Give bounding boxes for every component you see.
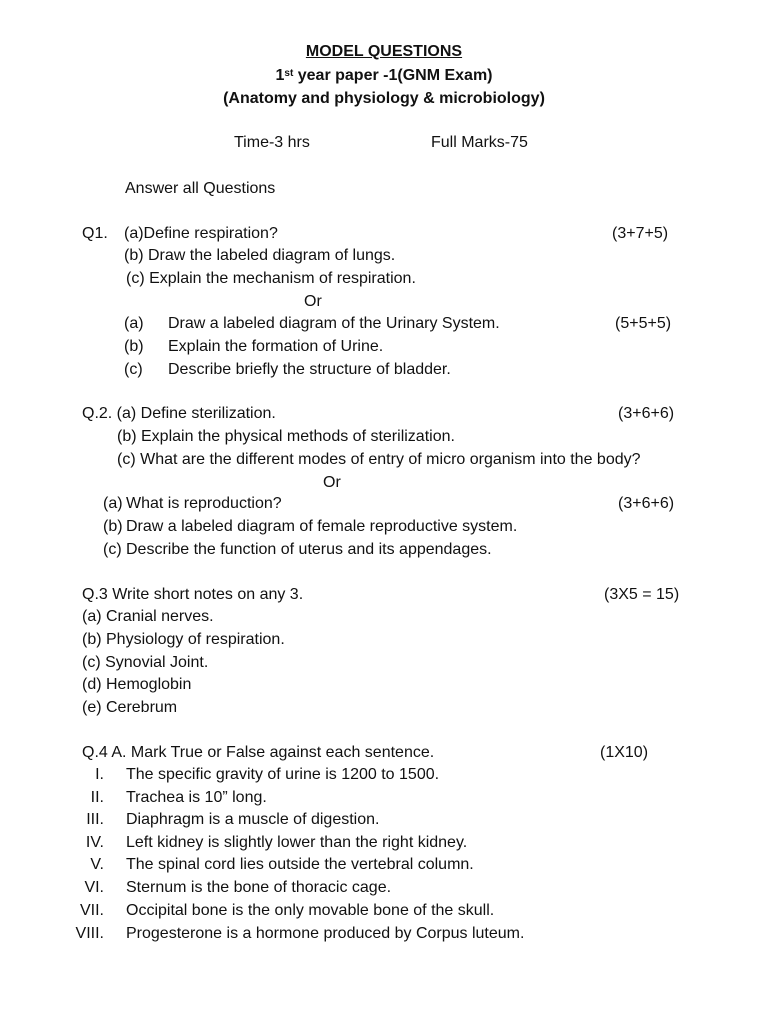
q2-alt-key: (b) (103, 518, 123, 535)
q1-label: Q1. (82, 225, 108, 242)
q4-item-number: VI. (84, 879, 104, 896)
q2-or: Or (323, 474, 341, 491)
q1-alt-text: Describe briefly the structure of bladder. (168, 361, 451, 378)
q2-marks: (3+6+6) (618, 405, 675, 422)
q1-alt-key: (b) (124, 338, 144, 355)
instruction: Answer all Questions (125, 180, 276, 197)
q1-alt-text: Draw a labeled diagram of the Urinary System. (168, 315, 500, 332)
q4-item-number: IV. (85, 834, 104, 851)
q3-item: (c) Synovial Joint. (82, 654, 209, 671)
q2-alt-marks: (3+6+6) (618, 495, 675, 512)
q4-item-number: V. (90, 856, 104, 873)
page-title: MODEL QUESTIONS (305, 43, 463, 60)
q4-heading: Q.4 A. Mark True or False against each sentence. (82, 744, 435, 761)
q3-item: (e) Cerebrum (82, 699, 178, 716)
q3-item: (a) Cranial nerves. (82, 608, 214, 625)
q2-part-b: (b) Explain the physical methods of sterilization. (117, 428, 455, 445)
q2-alt-key: (c) (103, 541, 122, 558)
q4-item-text: The specific gravity of urine is 1200 to 1500. (126, 766, 440, 783)
q1-marks: (3+7+5) (612, 225, 669, 242)
q3-heading: Q.3 Write short notes on any 3. (82, 586, 304, 603)
q2-alt-text: Draw a labeled diagram of female reproductive system. (126, 518, 518, 535)
q4-item-text: Diaphragm is a muscle of digestion. (126, 811, 380, 828)
q4-item-text: Occipital bone is the only movable bone of the skull. (126, 902, 495, 919)
q4-item-text: Sternum is the bone of thoracic cage. (126, 879, 392, 896)
q4-marks: (1X10) (600, 744, 649, 761)
q4-item-text: The spinal cord lies outside the vertebral column. (126, 856, 474, 873)
q4-item-text: Trachea is 10” long. (126, 789, 267, 806)
q1-part-c: (c) Explain the mechanism of respiration. (126, 270, 416, 287)
q2-part-a: Q.2. (a) Define sterilization. (82, 405, 276, 422)
q4-item-number: VIII. (75, 925, 104, 942)
exam-time: Time-3 hrs (234, 134, 310, 151)
q1-alt-marks: (5+5+5) (615, 315, 672, 332)
q4-item-text: Progesterone is a hormone produced by Corpus luteum. (126, 925, 525, 942)
q1-part-a: (a)Define respiration? (124, 225, 278, 242)
q3-marks: (3X5 = 15) (604, 586, 680, 603)
q1-alt-text: Explain the formation of Urine. (168, 338, 384, 355)
q4-item-text: Left kidney is slightly lower than the right kidney. (126, 834, 468, 851)
q4-item-number: III. (86, 811, 104, 828)
q2-alt-text: Describe the function of uterus and its appendages. (126, 541, 492, 558)
q1-alt-key: (a) (124, 315, 144, 332)
q3-item: (b) Physiology of respiration. (82, 631, 285, 648)
q1-part-b: (b) Draw the labeled diagram of lungs. (124, 247, 396, 264)
q1-or: Or (304, 293, 322, 310)
q2-alt-text: What is reproduction? (126, 495, 282, 512)
q1-alt-key: (c) (124, 361, 143, 378)
paper-subtitle: 1st year paper -1(GNM Exam) (275, 67, 493, 84)
q4-item-number: I. (95, 766, 104, 783)
full-marks: Full Marks-75 (431, 134, 528, 151)
q4-item-number: VII. (79, 902, 104, 919)
q3-item: (d) Hemoglobin (82, 676, 192, 693)
q2-alt-key: (a) (103, 495, 123, 512)
q2-part-c: (c) What are the different modes of entry of micro organism into the body? (117, 451, 641, 468)
q4-item-number: II. (90, 789, 104, 806)
subject-title: (Anatomy and physiology & microbiology) (223, 90, 545, 107)
